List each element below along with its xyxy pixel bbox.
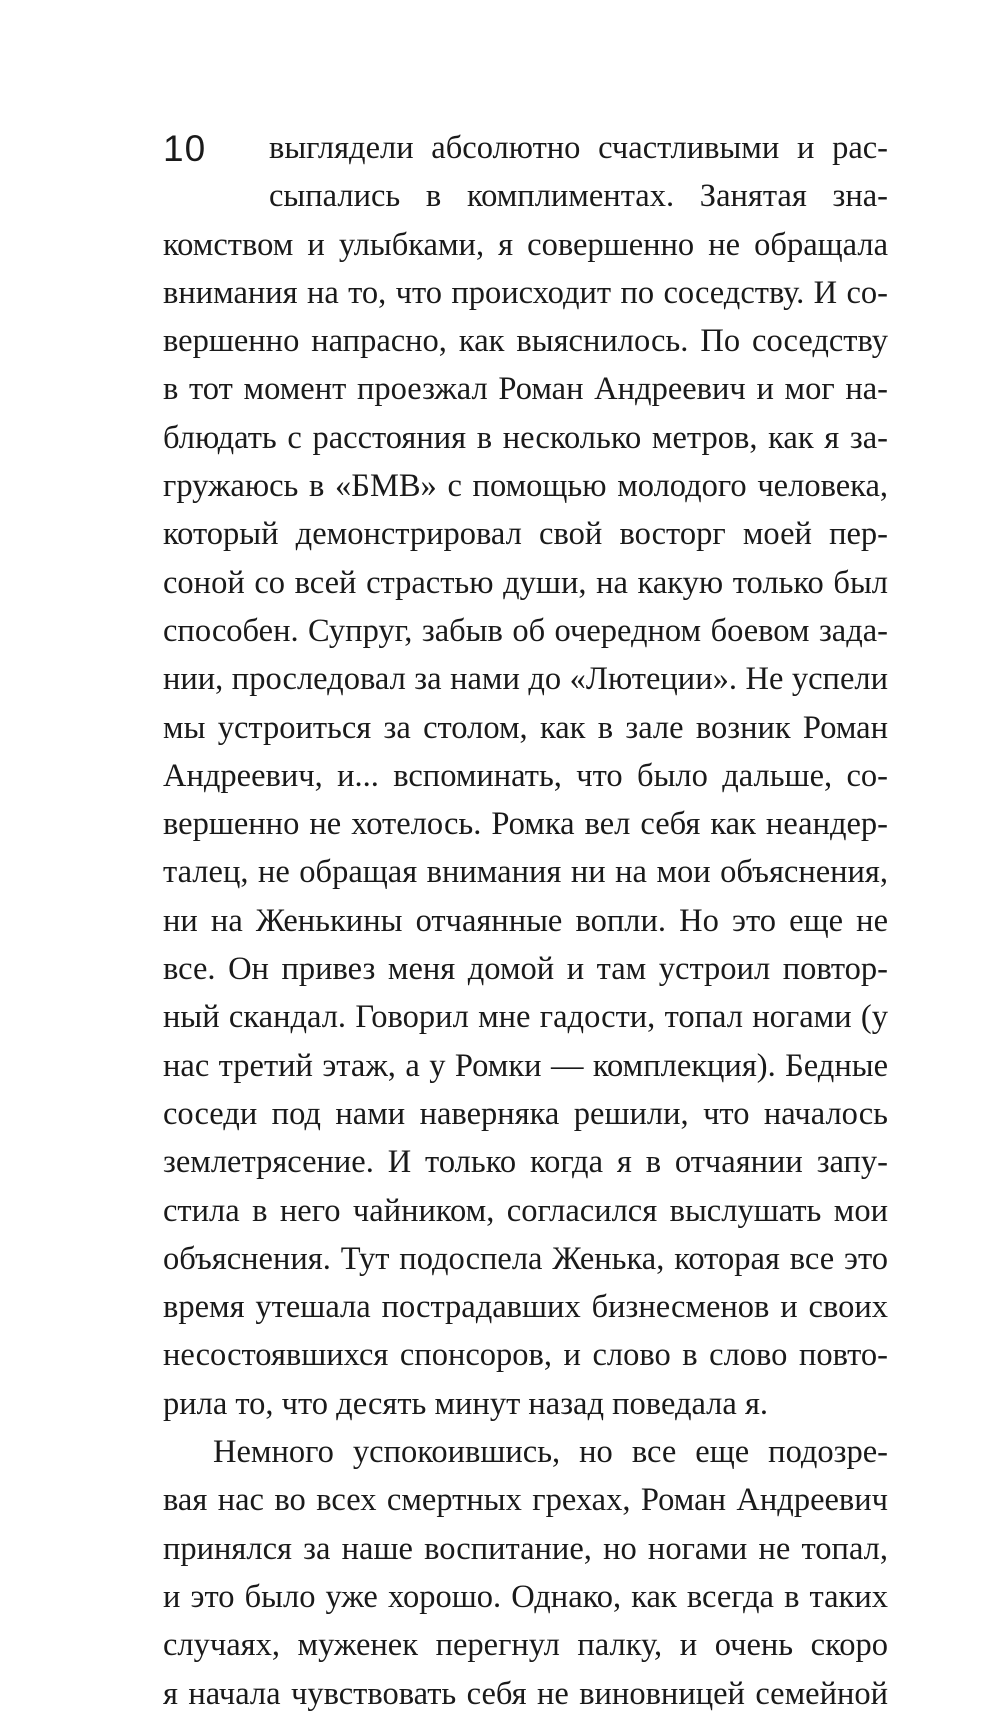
text-line: стила в него чайником, согласился выслушать мои: [163, 1192, 888, 1229]
text-line: все. Он привез меня домой и там устроил повтор-: [163, 951, 888, 988]
text-line: мы устроиться за столом, как в зале возник Роман: [163, 709, 888, 746]
text-line: несостоявшихся спонсоров, и слово в слово повто-: [163, 1337, 888, 1374]
text-line: соной со всей страстью души, на какую только был: [163, 564, 888, 601]
text-line: нас третий этаж, а у Ромки — комплекция). Бедные: [163, 1047, 888, 1084]
body-text: [163, 124, 888, 1718]
text-line: внимания на то, что происходит по соседству. И со-: [163, 274, 888, 311]
text-line: соседи под нами наверняка решили, что началось: [163, 1095, 888, 1132]
text-line: нии, проследовал за нами до «Лютеции». Не успели: [163, 661, 888, 698]
text-line: землетрясение. И только когда я в отчаянии запу-: [163, 1144, 888, 1181]
text-line: я начала чувствовать себя не виновницей семейной: [163, 1675, 888, 1712]
text-line: ный скандал. Говорил мне гадости, топал ногами (у: [163, 999, 888, 1036]
text-line: рила то, что десять минут назад поведала я.: [163, 1385, 769, 1422]
text-line: Андреевич, и... вспоминать, что было дальше, со-: [163, 757, 888, 794]
text-line: блюдать с расстояния в несколько метров, как я за-: [163, 419, 888, 456]
text-line: способен. Супруг, забыв об очередном боевом зада-: [163, 612, 888, 649]
text-line: принялся за наше воспитание, но ногами не топал,: [163, 1530, 888, 1567]
text-line: гружаюсь в «БМВ» с помощью молодого человека,: [163, 468, 888, 505]
text-line: время утешала пострадавших бизнесменов и своих: [163, 1289, 888, 1326]
text-line: в тот момент проезжал Роман Андреевич и мог на-: [163, 371, 888, 408]
page-number: 10: [163, 128, 207, 169]
text-line: ни на Женькины отчаянные вопли. Но это еще не: [163, 902, 888, 939]
text-line: талец, не обращая внимания ни на мои объяснения,: [163, 854, 888, 891]
text-line: сыпались в комплиментах. Занятая зна-: [269, 178, 888, 215]
text-line: вершенно напрасно, как выяснилось. По соседству: [163, 323, 888, 360]
text-line: вая нас во всех смертных грехах, Роман Андреевич: [163, 1482, 888, 1519]
text-line: и это было уже хорошо. Однако, как всегда в таких: [163, 1578, 888, 1615]
text-line: объяснения. Тут подоспела Женька, которая все это: [163, 1240, 888, 1277]
text-line: который демонстрировал свой восторг моей пер-: [163, 516, 888, 553]
text-line: выглядели абсолютно счастливыми и рас-: [269, 130, 888, 166]
text-line: вершенно не хотелось. Ромка вел себя как неандер-: [163, 806, 888, 843]
text-line: Немного успокоившись, но все еще подозре-: [213, 1434, 888, 1471]
text-line: случаях, муженек перегнул палку, и очень скоро: [163, 1627, 888, 1664]
text-line: комством и улыбками, я совершенно не обращала: [163, 226, 888, 263]
